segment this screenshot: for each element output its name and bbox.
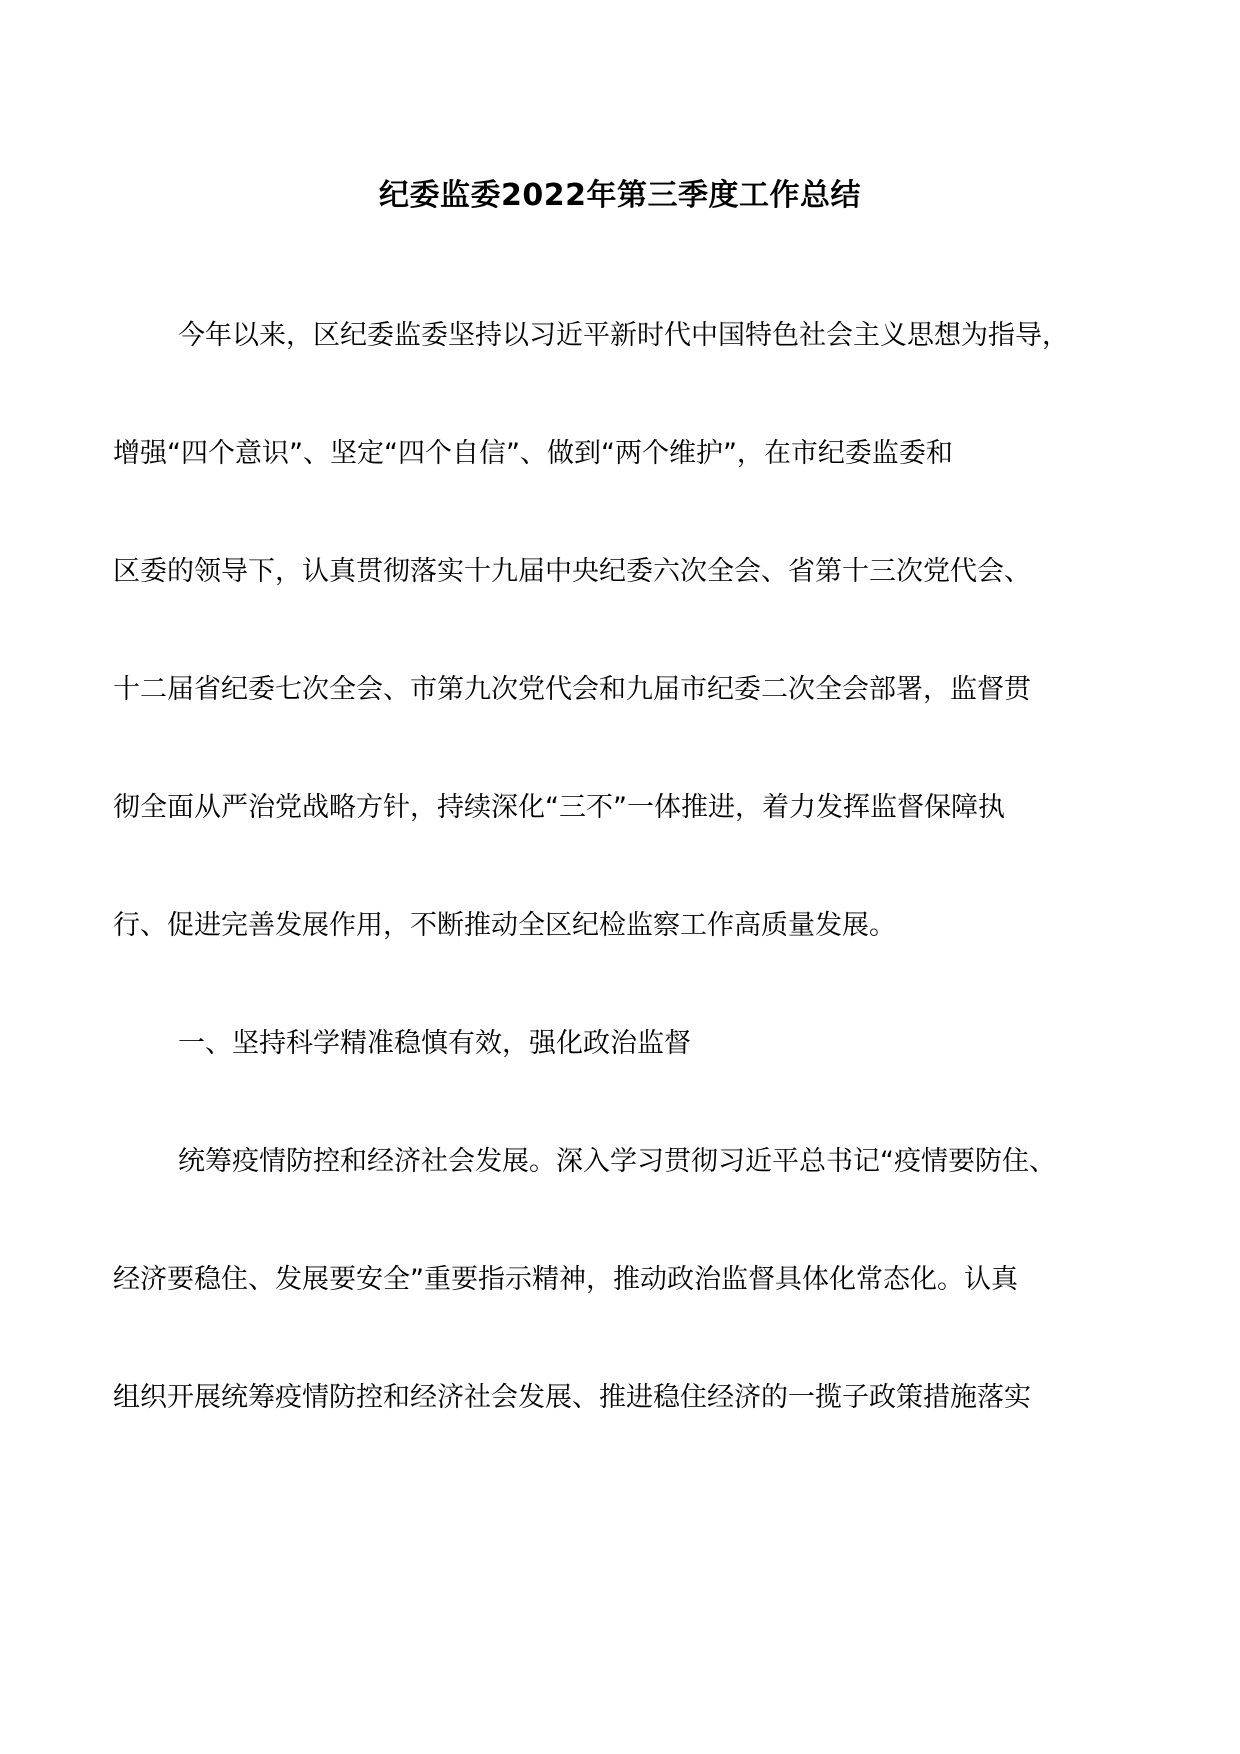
paragraph-2-line-3: 组织开展统筹疫情防控和经济社会发展、推进稳住经济的一揽子政策措施落实 [113, 1382, 1031, 1413]
paragraph-1-line-1: 今年以来，区纪委监委坚持以习近平新时代中国特色社会主义思想为指导， [178, 320, 1069, 351]
paragraph-2-line-2: 经济要稳住、发展要安全”重要指示精神，推动政治监督具体化常态化。认真 [113, 1264, 1018, 1295]
section-heading-1: 一、坚持科学精准稳慎有效，强化政治监督 [178, 1028, 691, 1059]
paragraph-2-line-1: 统筹疫情防控和经济社会发展。深入学习贯彻习近平总书记“疫情要防住、 [178, 1146, 1056, 1177]
paragraph-1-line-5: 彻全面从严治党战略方针，持续深化“三不”一体推进，着力发挥监督保障执 [113, 792, 1005, 823]
paragraph-1-line-4: 十二届省纪委七次全会、市第九次党代会和九届市纪委二次全会部署，监督贯 [113, 674, 1031, 705]
document-title: 纪委监委2022年第三季度工作总结 [379, 178, 861, 213]
paragraph-1-line-3: 区委的领导下，认真贯彻落实十九届中央纪委六次全会、省第十三次党代会、 [113, 556, 1031, 587]
paragraph-1-line-6: 行、促进完善发展作用，不断推动全区纪检监察工作高质量发展。 [113, 910, 896, 941]
paragraph-1-line-2: 增强“四个意识”、坚定“四个自信”、做到“两个维护”，在市纪委监委和 [113, 438, 953, 469]
